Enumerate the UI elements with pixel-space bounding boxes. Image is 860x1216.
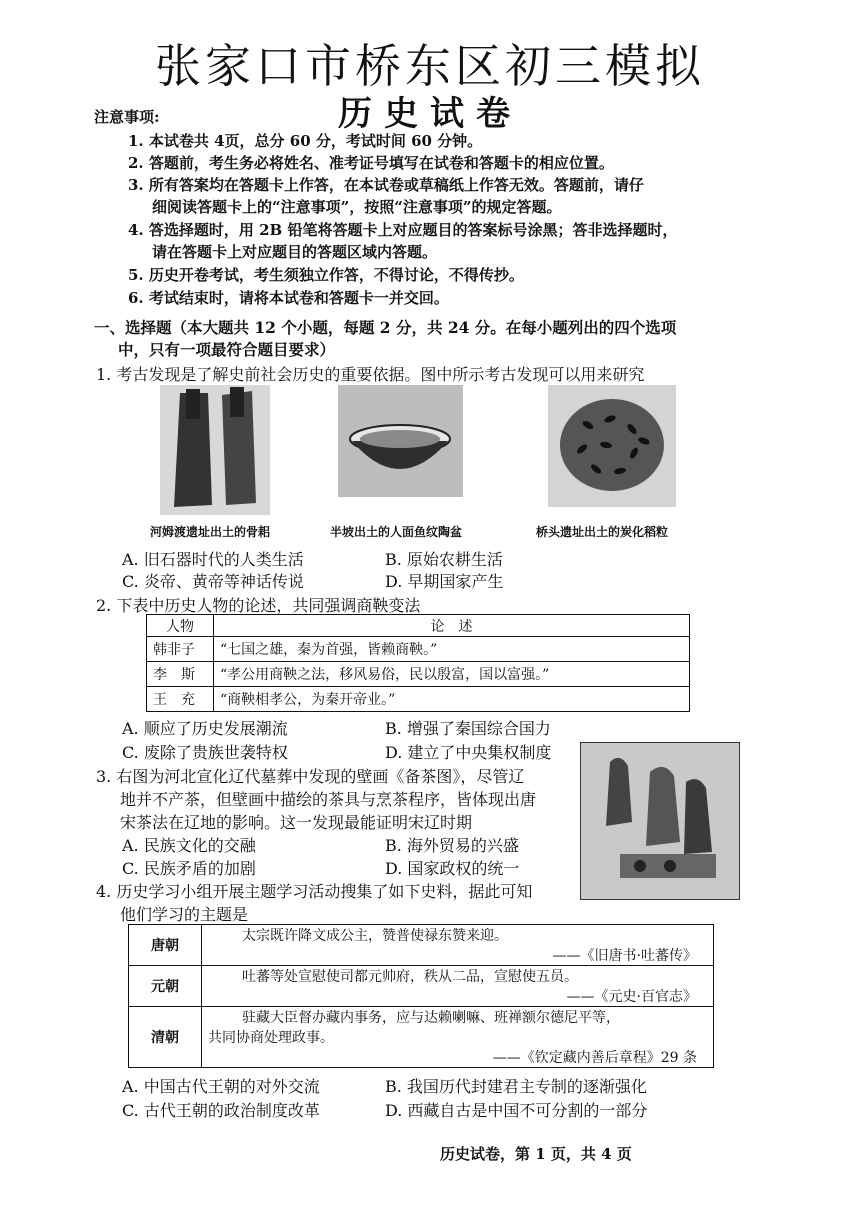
table-cell: “孝公用商鞅之法，移风易俗，民以殷富，国以富强。” <box>214 662 690 687</box>
q1-option-c: C. 炎帝、黄帝等神话传说 <box>122 572 304 591</box>
q2-option-c: C. 废除了贵族世袭特权 <box>122 743 288 762</box>
q3-option-c: C. 民族矛盾的加剧 <box>122 859 256 878</box>
bone-spade-image <box>160 385 270 515</box>
q4-option-a: A. 中国古代王朝的对外交流 <box>122 1077 320 1096</box>
table-header-cell: 论 述 <box>214 615 690 637</box>
exam-subtitle: 历史试卷 <box>338 94 522 134</box>
table-row <box>147 637 690 662</box>
fish-basin-image <box>338 385 463 497</box>
section-heading: 一、选择题（本大题共 12 个小题，每题 2 分，共 24 分。在每小题列出的四个选项 <box>94 318 677 337</box>
table-header-row <box>147 615 690 637</box>
table-cell: 李 斯 <box>147 662 214 687</box>
source-text: 太宗既许降文成公主，赞普使禄东赞来迎。 <box>242 928 508 944</box>
notice-line: 6. 考试结束时，请将本试卷和答题卡一并交回。 <box>128 289 449 307</box>
notice-heading: 注意事项: <box>94 108 160 126</box>
question-3-stem: 3. 右图为河北宣化辽代墓葬中发现的壁画《备茶图》，尽管辽 <box>96 767 525 786</box>
notice-line: 4. 答选择题时，用 2B 铅笔将答题卡上对应题目的答案标号涂黑；答非选择题时， <box>128 221 678 239</box>
q2-option-a: A. 顺应了历史发展潮流 <box>122 719 288 738</box>
q4-option-d: D. 西藏自古是中国不可分割的一部分 <box>385 1101 648 1120</box>
rice-grains-image <box>548 385 676 507</box>
q2-option-d: D. 建立了中央集权制度 <box>385 743 552 762</box>
q4-option-c: C. 古代王朝的政治制度改革 <box>122 1101 320 1120</box>
q2-table <box>146 614 690 712</box>
question-3-stem-cont: 宋茶法在辽地的影响。这一发现最能证明宋辽时期 <box>120 813 473 832</box>
q2-option-b: B. 增强了秦国综合国力 <box>385 719 551 738</box>
source-citation: ——《元史·百官志》 <box>566 989 697 1005</box>
q4-table <box>128 924 714 1068</box>
table-cell <box>202 1007 714 1068</box>
table-row <box>147 662 690 687</box>
notice-line: 5. 历史开卷考试，考生须独立作答，不得讨论，不得传抄。 <box>128 266 524 284</box>
table-row <box>129 1007 714 1068</box>
table-cell <box>202 966 714 1007</box>
question-1-stem: 1. 考古发现是了解史前社会历史的重要依据。图中所示考古发现可以用来研究 <box>96 365 645 384</box>
table-row <box>129 966 714 1007</box>
notice-line: 2. 答题前，考生务必将姓名、准考证号填写在试卷和答题卡的相应位置。 <box>128 154 614 172</box>
table-cell: 元朝 <box>129 966 202 1007</box>
table-header-cell: 人物 <box>147 615 214 637</box>
table-cell: “商鞅相孝公，为秦开帝业。” <box>214 687 690 712</box>
question-4-stem: 4. 历史学习小组开展主题学习活动搜集了如下史料，据此可知 <box>96 882 533 901</box>
notice-line: 1. 本试卷共 4页，总分 60 分，考试时间 60 分钟。 <box>128 132 483 150</box>
caption-rice-grains: 桥头遗址出土的炭化稻粒 <box>536 525 669 539</box>
q1-option-d: D. 早期国家产生 <box>385 572 504 591</box>
section-heading-cont: 中，只有一项最符合题目要求） <box>118 340 336 359</box>
source-text: 驻藏大臣督办藏内事务，应与达赖喇嘛、班禅额尔德尼平等， <box>242 1010 620 1026</box>
caption-bone-spade: 河姆渡遗址出土的骨耜 <box>150 525 271 539</box>
tea-mural-image <box>580 742 740 900</box>
question-4-stem-cont: 他们学习的主题是 <box>120 905 249 924</box>
table-cell: “七国之雄，秦为首强，皆赖商鞅。” <box>214 637 690 662</box>
caption-fish-basin: 半坡出土的人面鱼纹陶盆 <box>330 525 463 539</box>
q3-option-d: D. 国家政权的统一 <box>385 859 520 878</box>
page-footer: 历史试卷，第 1 页，共 4 页 <box>440 1145 632 1163</box>
notice-line: 请在答题卡上对应题目的答题区域内答题。 <box>152 243 438 261</box>
q3-option-a: A. 民族文化的交融 <box>122 836 256 855</box>
source-text: 吐蕃等处宣慰使司都元帅府，秩从二品，宣慰使五员。 <box>242 969 578 985</box>
question-2-stem: 2. 下表中历史人物的论述，共同强调商鞅变法 <box>96 596 421 615</box>
table-cell: 王 充 <box>147 687 214 712</box>
notice-line: 细阅读答题卡上的“注意事项”，按照“注意事项”的规定答题。 <box>152 198 562 216</box>
notice-line: 3. 所有答案均在答题卡上作答，在本试卷或草稿纸上作答无效。答题前，请仔 <box>128 176 644 194</box>
q1-option-b: B. 原始农耕生活 <box>385 550 503 569</box>
exam-title: 张家口市桥东区初三模拟 <box>155 39 705 93</box>
table-row <box>147 687 690 712</box>
table-cell <box>202 925 714 966</box>
question-3-stem-cont: 地并不产茶，但壁画中描绘的茶具与烹茶程序，皆体现出唐 <box>120 790 537 809</box>
table-cell: 清朝 <box>129 1007 202 1068</box>
table-row <box>129 925 714 966</box>
source-text-cont: 共同协商处理政事。 <box>208 1030 334 1046</box>
q3-option-b: B. 海外贸易的兴盛 <box>385 836 519 855</box>
q4-option-b: B. 我国历代封建君主专制的逐渐强化 <box>385 1077 647 1096</box>
source-citation: ——《钦定藏内善后章程》29 条 <box>492 1050 697 1066</box>
source-citation: ——《旧唐书·吐蕃传》 <box>552 948 697 964</box>
table-cell: 韩非子 <box>147 637 214 662</box>
table-cell: 唐朝 <box>129 925 202 966</box>
q1-option-a: A. 旧石器时代的人类生活 <box>122 550 304 569</box>
